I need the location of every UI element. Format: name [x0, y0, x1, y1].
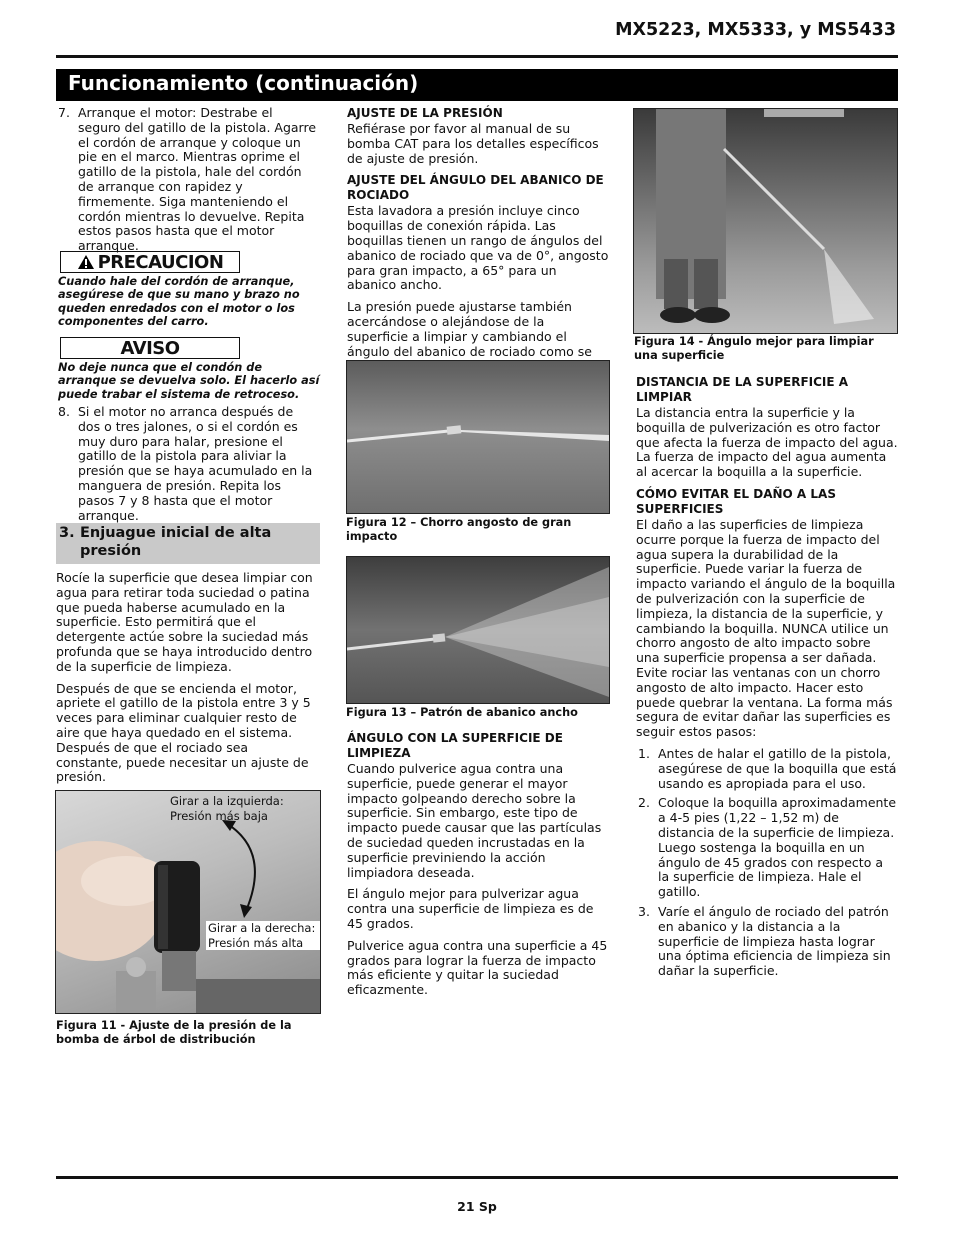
figure-12-photo: [346, 360, 610, 514]
aviso-text: No deje nunca que el condón de arranque se devuelva solo. El hacerlo así puede trabar el sistema de retroceso.: [58, 361, 320, 401]
paragraph-rinse: Rocíe la superficie que desea limpiar con agua para retirar toda suciedad o patina que pueda haberse acumulado en la superficie. Esto permitirá que el detergente actúe sobre la suciedad más profunda que se haya introducido dentro de la superficie de limpieza.: [56, 570, 313, 674]
column-1-step8: [56, 405, 318, 528]
precaucion-text: Cuando hale del cordón de arranque, asegúrese de que su mano y brazo no queden enredados con el motor o los componentes del carro.: [58, 275, 300, 329]
label-turn-left: Girar a la izquierda: Presión más baja: [170, 794, 284, 823]
label-turn-right: Girar a la derecha: Presión más alta: [206, 921, 320, 950]
wide-fan-illustration: [347, 557, 609, 703]
precaucion-label-box: [60, 251, 240, 273]
figure-14-caption: Figura 14 - Ángulo mejor para limpiar una superficie: [634, 335, 874, 362]
paragraph-nozzles: Esta lavadora a presión incluye cinco boquillas de conexión rápida. Las boquillas tienen un rango de ángulos del abanico de rociado que va de 0°, angosto para gran impacto, a 65° para un abanico ancho.: [347, 203, 609, 293]
paragraph-cat-pump: Refiérase por favor al manual de su bomba CAT para los detalles específicos de ajuste de presión.: [347, 121, 599, 166]
bottom-rule: [56, 1176, 898, 1179]
pressure-knob-illustration: [56, 791, 320, 1013]
heading-evitar-dano: CÓMO EVITAR EL DAÑO A LAS SUPERFICIES: [636, 486, 836, 516]
page-number: 21 Sp: [457, 1199, 497, 1214]
top-rule: [56, 55, 898, 58]
column-2-bottom: [347, 731, 609, 1005]
safe-step-1: 1. Antes de halar el gatillo de la pistola, asegúrese de que la boquilla que está usando es apropiada para el uso.: [638, 745, 897, 791]
figure-11-caption: Figura 11 - Ajuste de la presión de la bomba de árbol de distribución: [56, 1019, 292, 1046]
figure-11-photo: [55, 790, 321, 1014]
paragraph-best-angle: El ángulo mejor para pulverizar agua contra una superficie de limpieza es de 45 grados.: [347, 886, 594, 931]
warning-triangle-icon: [77, 254, 95, 270]
column-1-top: [56, 106, 318, 259]
column-3-body: [636, 375, 898, 984]
aviso-label: AVISO: [120, 337, 180, 359]
paragraph-damage: El daño a las superficies de limpieza ocurre porque la fuerza de impacto del agua supera la durabilidad de la superficie. Puede variar la fuerza de impacto variando el ángulo de la boquilla de pulverización con la superficie de limpieza, la distancia de la superficie, y cambiando la boquilla. NUNCA utilice un chorro angosto de alto impacto sobre una superficie propensa a ser dañada. Evite rociar las ventanas con un chorro angosto de alto impacto. Hacer esto puede quebrar la ventana. La forma más segura de evitar dañar las superficies es seguir estos pasos:: [636, 516, 896, 740]
figure-14-photo: [633, 108, 898, 334]
safe-step-2: 2. Coloque la boquilla aproximadamente a 4-5 pies (1,22 – 1,52 m) de distancia de la superficie de limpieza. Luego sostenga la boquilla en un ángulo de 45 grados con respecto a la superficie de limpieza. Hale el gatillo.: [638, 795, 897, 900]
precaucion-label: PRECAUCION: [97, 251, 224, 273]
safe-step-3: 3. Varíe el ángulo de rociado del patrón en abanico y la distancia a la superficie de limpieza hasta lograr una óptima eficiencia de limpieza sin dañar la superficie.: [638, 903, 891, 979]
title-bar: [56, 69, 898, 101]
paragraph-distance: La distancia entra la superficie y la boquilla de pulverización es otro factor que afecta la fuerza de impacto del agua. La fuerza de impacto del agua aumenta al acercar la boquilla a la superficie.: [636, 405, 898, 480]
paragraph-adjust-distance: La presión puede ajustarse también acercándose o alejándose de la superficie a limpiar y cambiando el ángulo del abanico de rociado como se: [347, 299, 592, 359]
figure-13-photo: [346, 556, 610, 704]
page-title: Funcionamiento (continuación): [68, 71, 419, 95]
person-spraying-illustration: [634, 109, 897, 333]
paragraph-impact: Cuando pulverice agua contra una superficie, puede generar el mayor impacto golpeando derecho sobre la superficie. Sin embargo, este tipo de impacto puede causar que las partículas de suciedad queden incrustadas en la superficie previniendo la acción limpiadora deseada.: [347, 761, 602, 880]
paragraph-spray-45: Pulverice agua contra una superficie a 45 grados para lograr la fuerza de impacto más eficiente y quitar la suciedad eficazmente.: [347, 937, 608, 998]
heading-ajuste-angulo: AJUSTE DEL ÁNGULO DEL ABANICO DE ROCIADO: [347, 173, 604, 203]
step-7: 7. Arranque el motor: Destrabe el seguro del gatillo de la pistola. Agarre el cordón de arranque y coloque un pie en el marco. Mientras oprime el gatillo de la pistola, hale del cordón de arranque con rapidez y firmemente. Siga manteniendo el cordón mientras lo devuelve. Repita estos pasos hasta que el motor arranque.: [58, 105, 317, 254]
heading-ajuste-presion: AJUSTE DE LA PRESIÓN: [347, 106, 503, 120]
section-3-heading: 3. Enjuague inicial de alta presión: [56, 523, 320, 564]
narrow-jet-illustration: [347, 361, 609, 513]
model-numbers: MX5223, MX5333, y MS5433: [615, 20, 896, 40]
aviso-label-box: [60, 337, 240, 359]
step-8: 8. Si el motor no arranca después de dos o tres jalones, o si el cordón es muy duro para halar, presione el gatillo de la pistola para aliviar la presión que se haya acumulado en la manguera de presión. Repita los pasos 7 y 8 hasta que el motor arranque.: [58, 404, 313, 523]
figure-12-caption: Figura 12 – Chorro angosto de gran impacto: [346, 516, 572, 543]
heading-distancia: DISTANCIA DE LA SUPERFICIE A LIMPIAR: [636, 375, 849, 404]
heading-angulo-superficie: ÁNGULO CON LA SUPERFICIE DE LIMPIEZA: [347, 731, 563, 760]
column-1-body: [56, 571, 318, 792]
figure-13-caption: Figura 13 – Patrón de abanico ancho: [346, 706, 578, 719]
paragraph-trigger: Después de que se encienda el motor, apriete el gatillo de la pistola entre 3 y 5 veces para eliminar cualquier resto de aire que haya quedado en el sistema. Después de que el rociado sea constante, puede necesitar un ajuste de presión.: [56, 680, 311, 785]
column-2-top: [347, 106, 609, 381]
